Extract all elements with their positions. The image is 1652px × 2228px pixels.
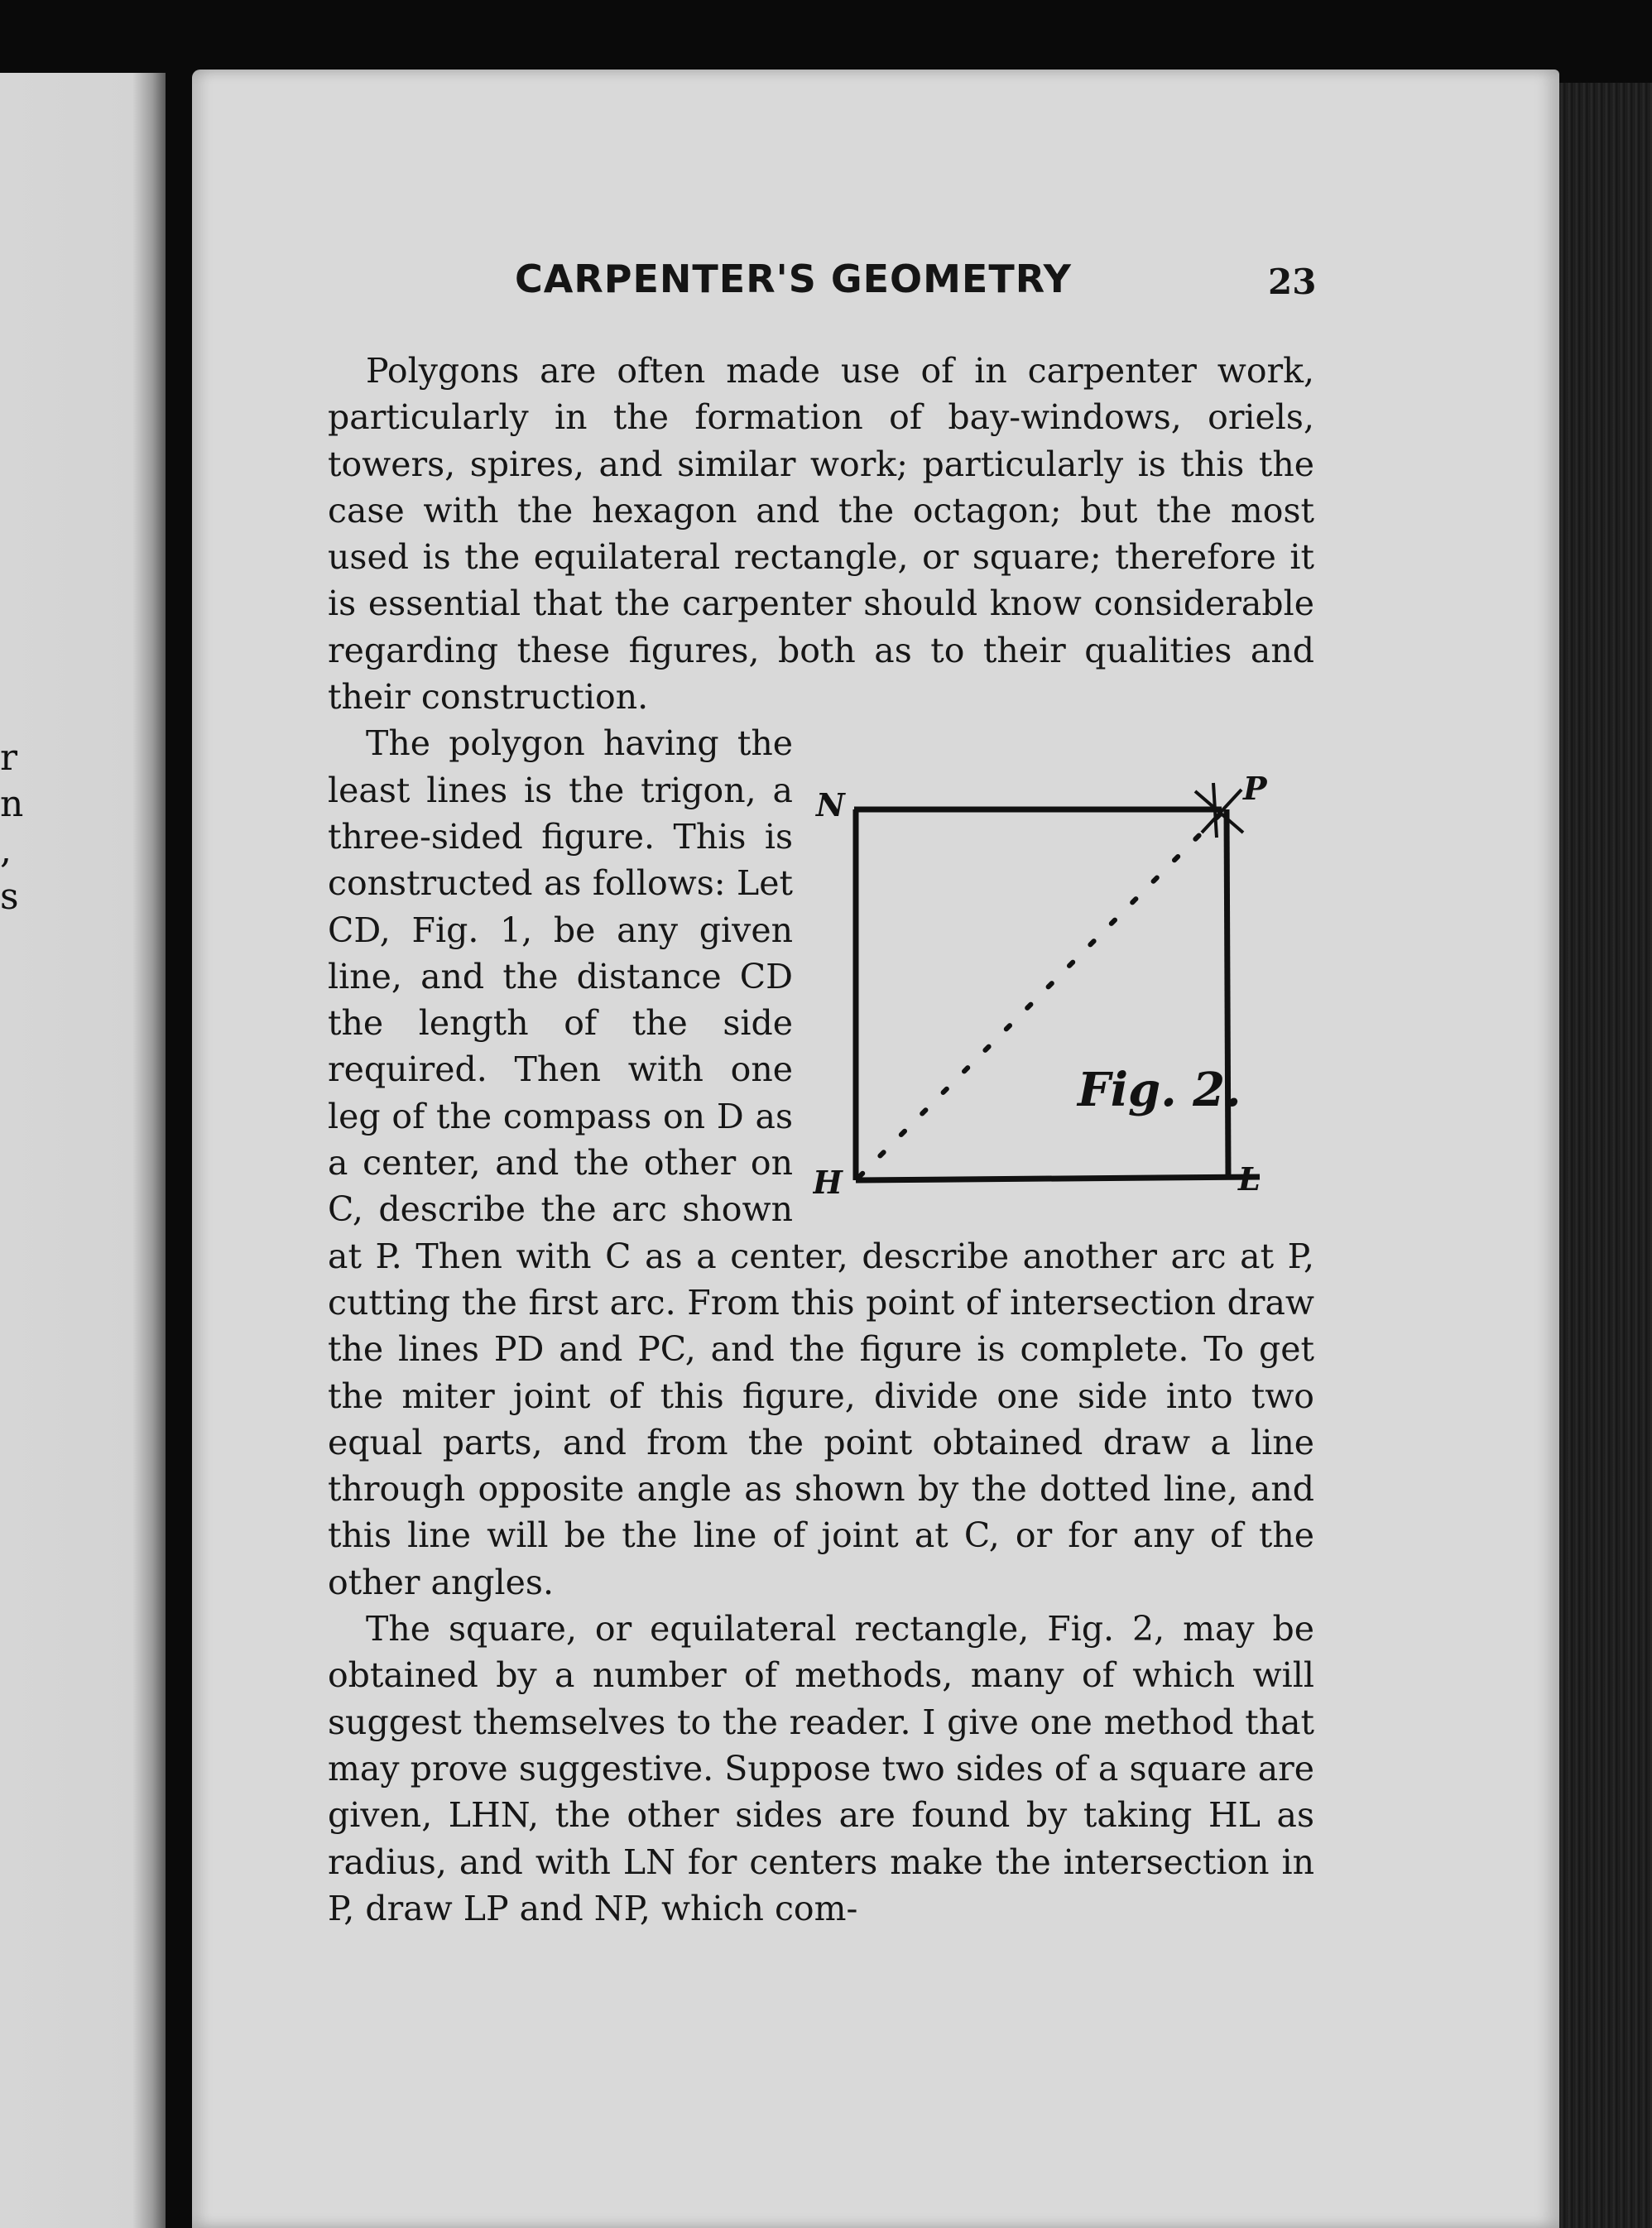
body-text: [328, 348, 1314, 1932]
paragraph-polygons: Polygons are often made use of in carpenter work, particularly in the formation of bay-windows, oriels, towers, spires, and similar work; particularly is this the case with the hexagon and the octagon; but the most used is the equilateral rectangle, or square; therefore it is essential that the carpenter should know considerable regarding these figures, both as to their qualities and their construction.: [328, 351, 1314, 718]
arc-mark: [1213, 783, 1217, 838]
paragraph-trigon: The polygon having the least lines is the trigon, a three-sided figure. This is constructed as follows: Let CD, Fig. 1, be any given line, and the distance CD the length of the side required. Then with one leg of the compass on D as a center, and the other on C, describe the arc shown at P. Then with C as a center, describe another arc at P, cutting the first arc. From this point of intersection draw the lines PD and PC, and the figure is complete. To get the miter joint of this figure, divide one side into two equal parts, and from the point obtained draw a line through opposite angle as shown by the dotted line, and this line will be the line of joint at C, or for any of the other angles.: [328, 723, 1314, 1602]
edge-char: r: [0, 737, 18, 779]
dotted-diagonal: [859, 813, 1222, 1177]
corner-label-p: P: [1243, 770, 1267, 808]
figure-square: [813, 766, 1314, 1232]
corner-label-n: N: [816, 786, 845, 824]
page-stack-edge: [1559, 83, 1652, 2228]
running-head: CARPENTER'S GEOMETRY: [515, 257, 1072, 301]
left-page-edge: [0, 73, 166, 2228]
corner-label-h: H: [813, 1164, 843, 1202]
paragraph-square: The square, or equilateral rectangle, Fig. 2, may be obtained by a number of methods, many of which will suggest themselves to the reader. I give one method that may prove suggestive. Suppose two sides of a square are given, LHN, the other sides are found by taking HL as radius, and with LN for centers make the intersection in P, draw LP and NP, which com-: [328, 1609, 1314, 1928]
edge-char: ,: [0, 829, 12, 872]
edge-char: s: [0, 876, 19, 918]
corner-label-l: L: [1238, 1160, 1261, 1198]
figure-caption: Fig. 2.: [1078, 1063, 1241, 1118]
page-number: 23: [1268, 262, 1317, 302]
square-right-side: [1227, 809, 1228, 1177]
square-diagram: [813, 766, 1314, 1232]
square-bottom-side: [856, 1177, 1260, 1180]
edge-char: n: [0, 783, 24, 825]
left-page-edge-text: [0, 735, 24, 920]
